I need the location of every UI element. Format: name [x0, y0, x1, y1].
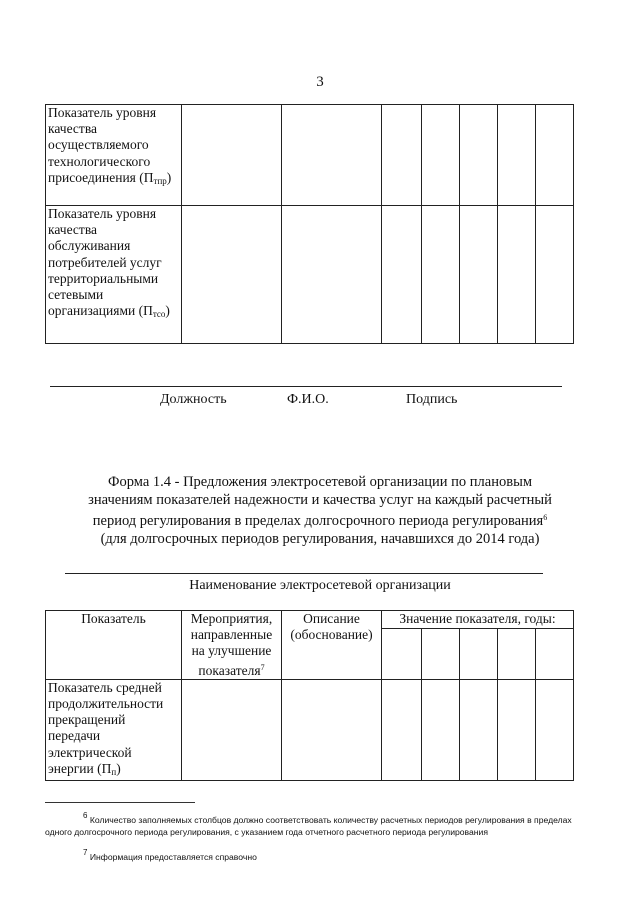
table-cell[interactable]	[536, 206, 574, 344]
table-cell[interactable]	[498, 679, 536, 780]
table-cell[interactable]	[460, 679, 498, 780]
table-cell[interactable]	[460, 105, 498, 206]
signature-position-label: Должность	[160, 392, 227, 407]
table-cell[interactable]	[422, 206, 460, 344]
row-label-tpr: Показатель уровня качества осуществляемого технологического присоединения $(П_{тпр})$	[46, 105, 182, 206]
year-cell[interactable]	[460, 629, 498, 680]
table-cell[interactable]	[422, 679, 460, 780]
table-cell[interactable]	[182, 679, 282, 780]
table-cell[interactable]	[282, 206, 382, 344]
page-number: 3	[316, 74, 324, 90]
year-cell[interactable]	[382, 629, 422, 680]
signature-sign-label: Подпись	[406, 392, 458, 407]
header-measures: Мероприятия, направленные на улучшение показателя$^7$	[182, 611, 282, 680]
table-row	[46, 206, 574, 344]
footnote-7: 7 Информация предоставляется справочно	[83, 848, 257, 862]
indicators-table-form	[45, 610, 574, 781]
row-label-p: Показатель средней продолжительности прекращений передачи электрической энергии $(П_п)$	[46, 679, 182, 780]
table-cell[interactable]	[536, 679, 574, 780]
table-cell[interactable]	[422, 105, 460, 206]
table-header-row	[46, 611, 574, 629]
year-cell[interactable]	[422, 629, 460, 680]
table-cell[interactable]	[182, 206, 282, 344]
org-name-line	[65, 573, 543, 574]
indicators-table-top	[45, 104, 574, 344]
table-cell[interactable]	[182, 105, 282, 206]
table-cell[interactable]	[382, 679, 422, 780]
table-cell[interactable]	[460, 206, 498, 344]
header-values: Значение показателя, годы:	[382, 611, 574, 629]
year-cell[interactable]	[498, 629, 536, 680]
signature-line	[50, 386, 562, 387]
table-cell[interactable]	[498, 105, 536, 206]
table-row	[46, 679, 574, 780]
table-cell[interactable]	[282, 105, 382, 206]
signature-name-label: Ф.И.О.	[287, 392, 329, 407]
table-cell[interactable]	[536, 105, 574, 206]
table-cell[interactable]	[282, 679, 382, 780]
table-cell[interactable]	[382, 206, 422, 344]
footnote-6: 6 Количество заполняемых столбцов должно соответствовать количеству расчетных периодов регулирования в пределах одного долгосрочного периода регулирования, с указанием года отчетного расчетного периода регулирования	[45, 811, 572, 837]
header-indicator: Показатель	[46, 611, 182, 680]
table-row	[46, 105, 574, 206]
org-name-label: Наименование электросетевой организации	[189, 578, 451, 593]
form-title: Форма 1.4 - Предложения электросетевой организации по плановым значениям показателей надежности и качества услуг на каждый расчетный период регулирования в пределах долгосрочного периода регулирования$^6$ (для долгосрочных периодов регулирования, начавшихся до 2014 года)	[88, 474, 552, 547]
row-label-tso: Показатель уровня качества обслуживания потребителей услуг территориальными сетевыми организациями $(П_{тсо})$	[46, 206, 182, 344]
footnote-divider	[45, 802, 195, 803]
table-cell[interactable]	[498, 206, 536, 344]
year-cell[interactable]	[536, 629, 574, 680]
table-cell[interactable]	[382, 105, 422, 206]
header-description: Описание (обоснование)	[282, 611, 382, 680]
